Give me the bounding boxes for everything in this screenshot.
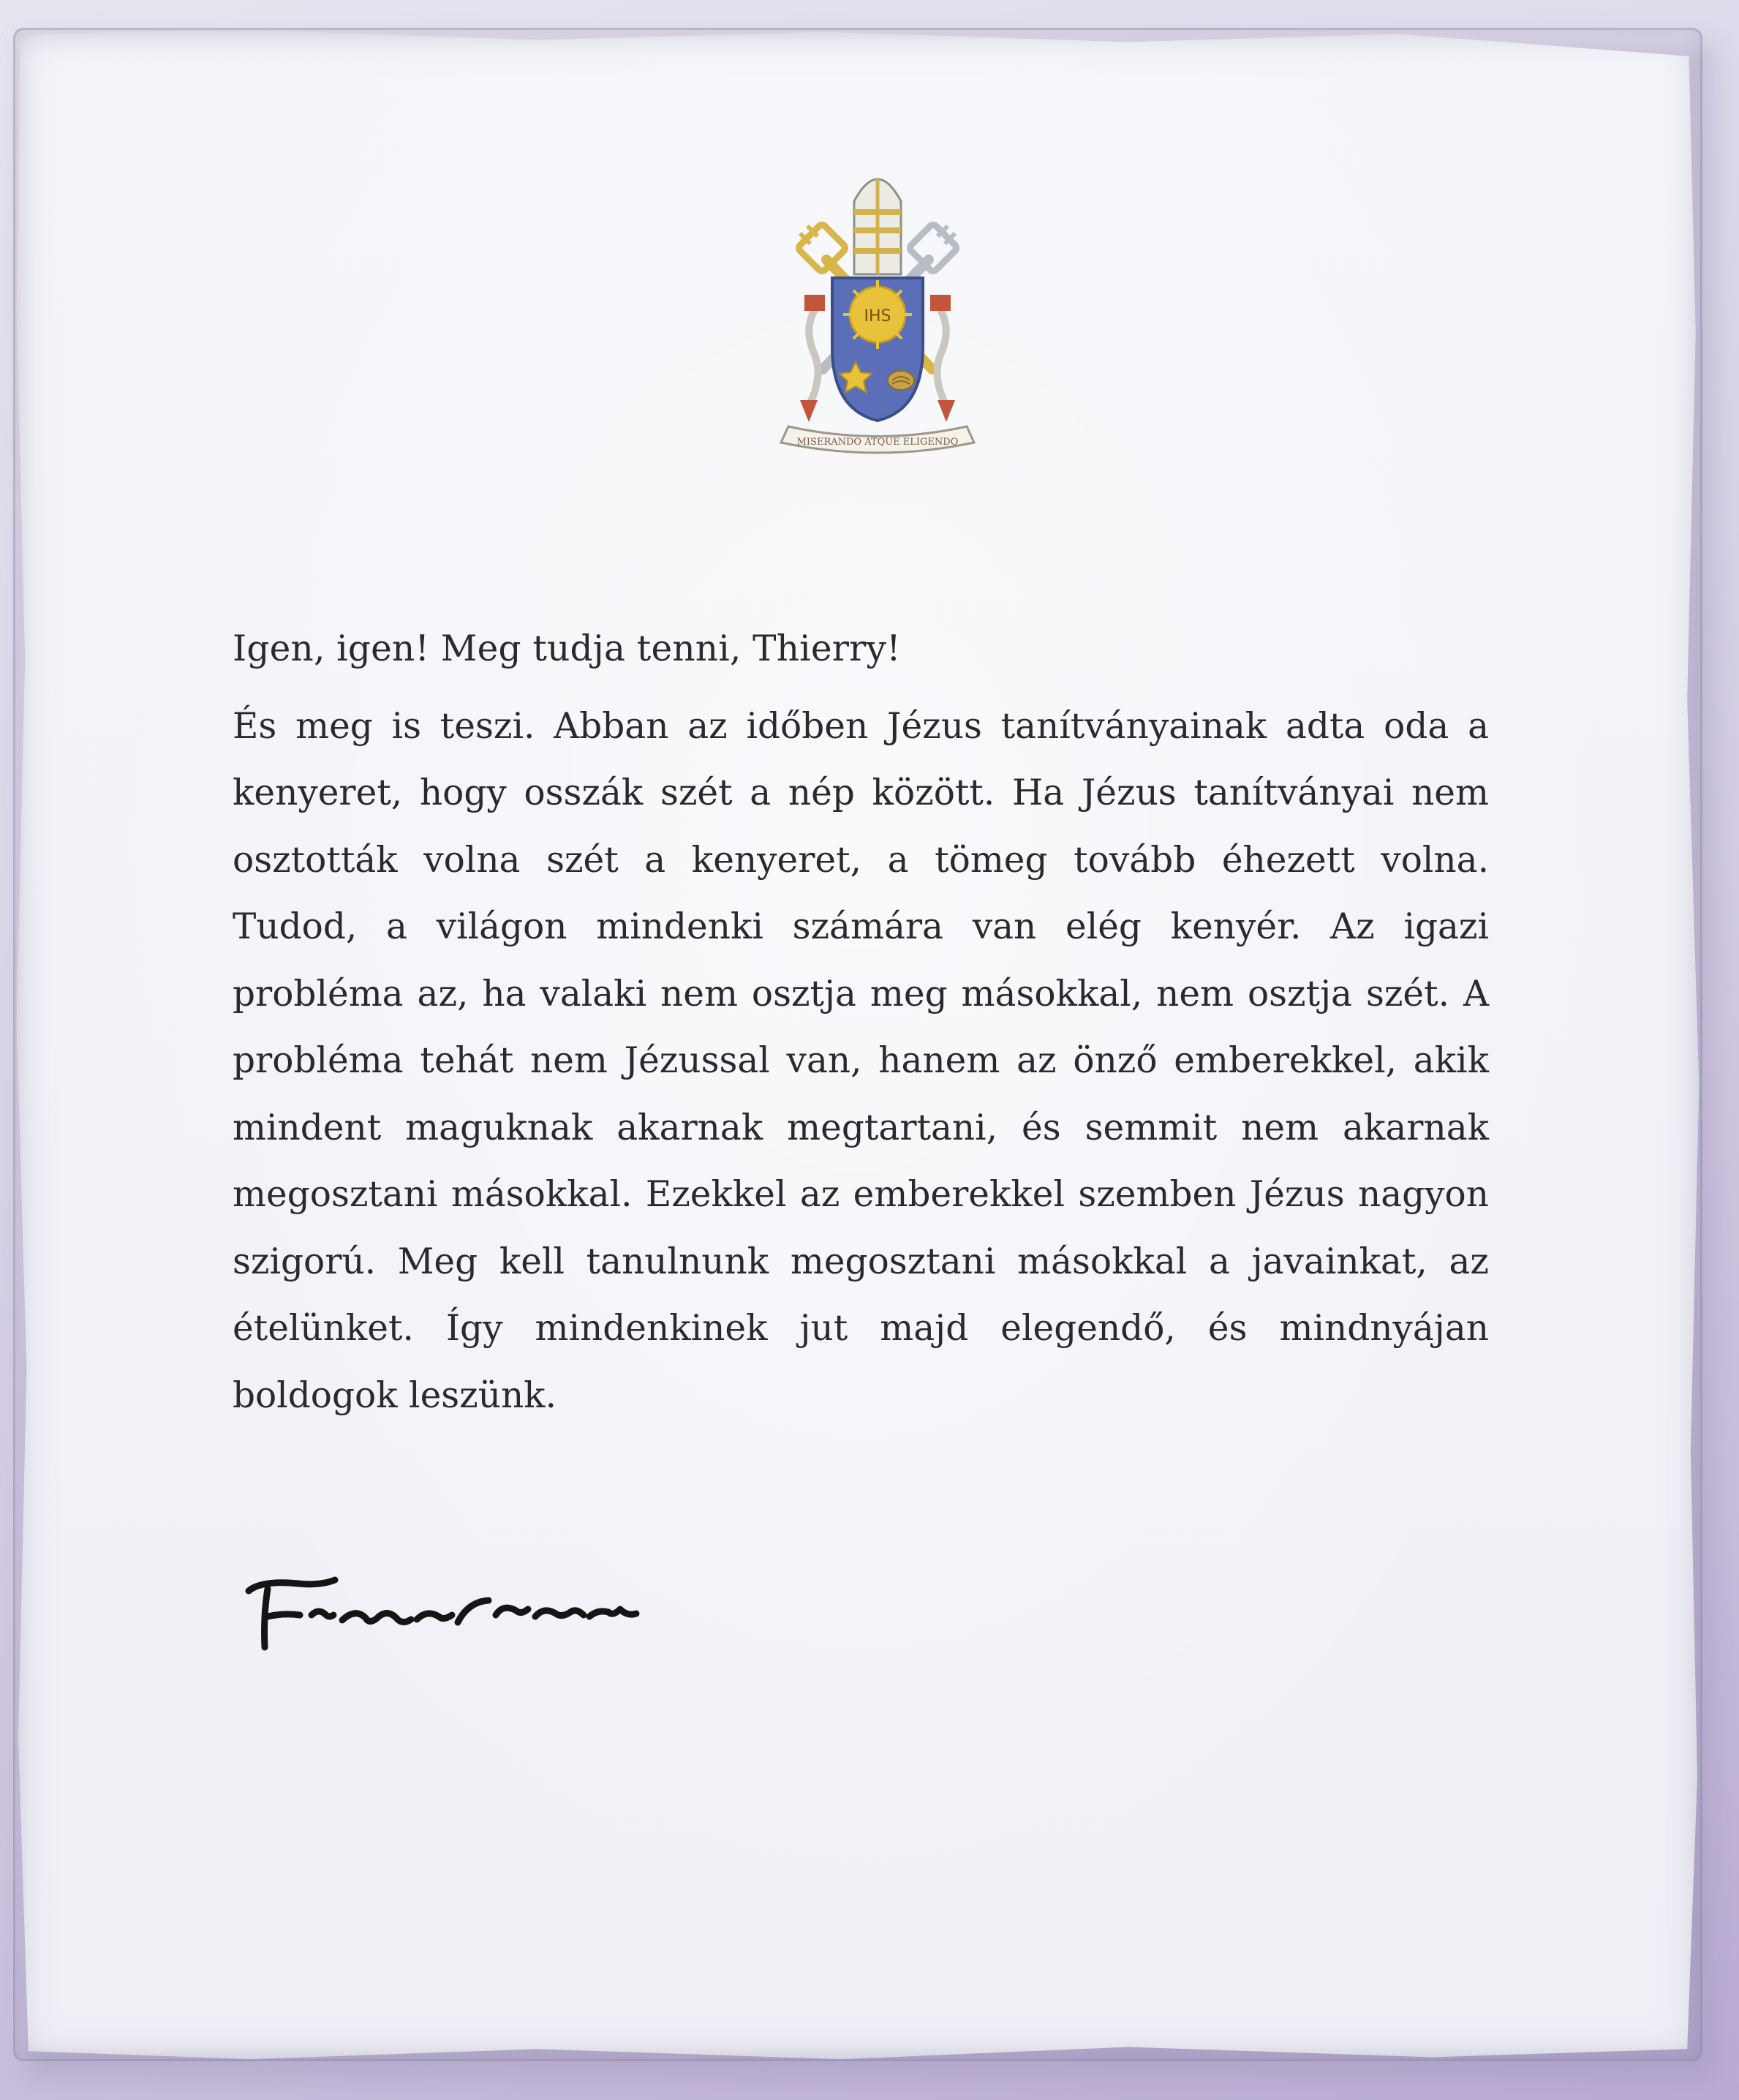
shield-monogram: IHS bbox=[864, 307, 891, 325]
mitre-icon bbox=[854, 179, 901, 274]
shield-icon bbox=[832, 278, 923, 421]
letter-body: És meg is teszi. Abban az időben Jézus tanítványainak adta oda a kenyeret, hogy osszák szét a nép között. Ha Jézus tanítványai nem osztották volna szét a kenyeret, a tömeg tovább éhezett volna. Tudod, a világon mindenki számára van elég kenyér. Az igazi probléma az, ha valaki nem osztja meg másokkal, nem osztja szét. A probléma tehát nem Jézussal van, hanem az önző emberekkel, akik mindent maguknak akarnak megtartani, és semmit nem akarnak megosztani másokkal. Ezekkel az emberekkel szemben Jézus nagyon szigorú. Meg kell tanulnunk megosztani másokkal a javainkat, az ételünket. Így mindenkinek jut majd elegendő, és mindnyájan boldogok leszünk. bbox=[233, 705, 1489, 1416]
motto-banner bbox=[781, 426, 974, 453]
signature bbox=[233, 1558, 686, 1660]
letter-greeting: Igen, igen! Meg tudja tenni, Thierry! bbox=[233, 628, 901, 669]
papal-coat-of-arms bbox=[768, 150, 987, 457]
letter-text bbox=[233, 616, 1489, 1429]
motto-text: MISERANDO ATQUE ELIGENDO bbox=[796, 437, 959, 448]
